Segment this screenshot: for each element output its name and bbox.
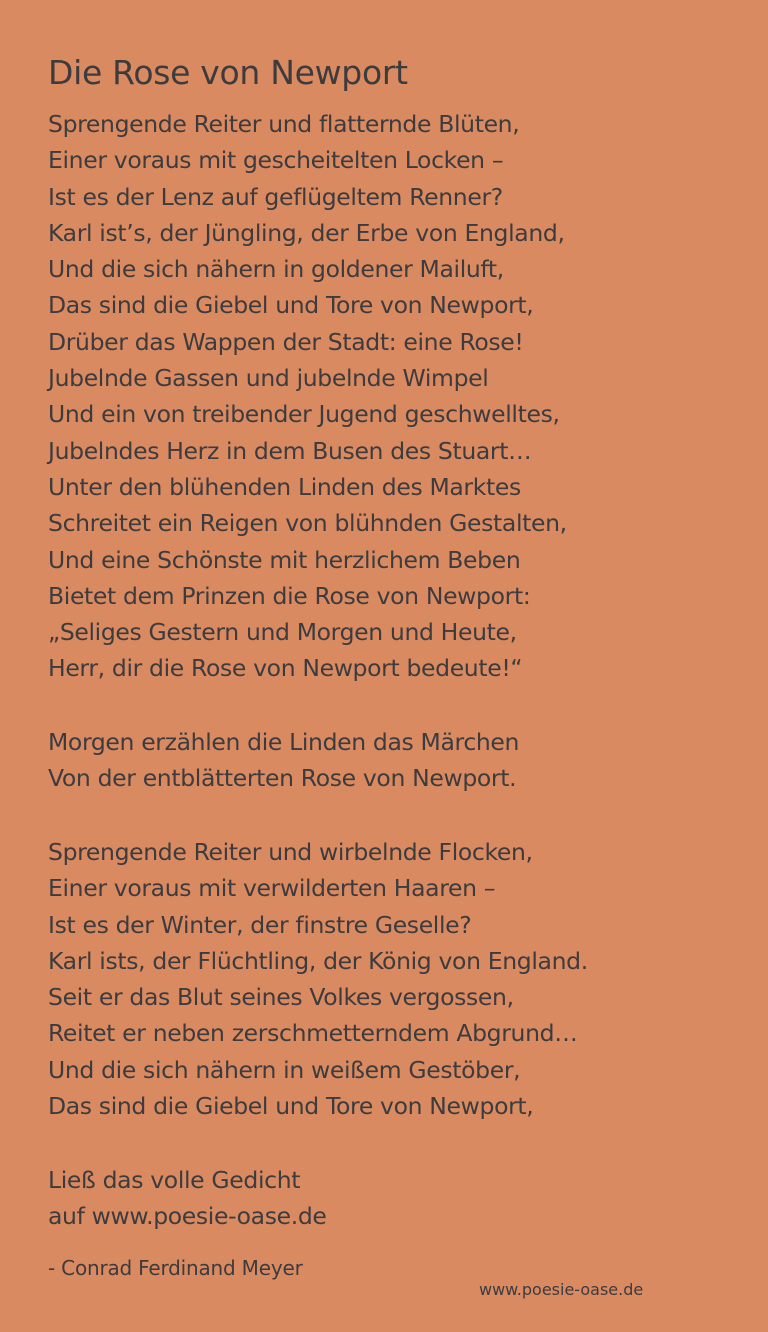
poem-line: Jubelndes Herz in dem Busen des Stuart… bbox=[48, 436, 532, 465]
read-more-line: Ließ das volle Gedicht bbox=[48, 1166, 301, 1194]
poem-line: Sprengende Reiter und flatternde Blüten, bbox=[48, 110, 520, 138]
poem-line: Schreitet ein Reigen von blühnden Gestalten, bbox=[48, 509, 567, 538]
poem-stanza-3 bbox=[48, 834, 588, 1124]
read-more-note bbox=[48, 1162, 327, 1235]
poem-line: Reitet er neben zerschmetterndem Abgrund… bbox=[48, 1019, 578, 1048]
poem-line: Sprengende Reiter und wirbelnde Flocken, bbox=[48, 838, 533, 866]
poem-line: Seit er das Blut seines Volkes vergossen, bbox=[48, 983, 514, 1012]
poem-line: Unter den blühenden Linden des Marktes bbox=[48, 472, 521, 501]
read-more-link-line: auf www.poesie-oase.de bbox=[48, 1202, 327, 1231]
poem-line: Ist es der Winter, der finstre Geselle? bbox=[48, 910, 472, 939]
poem-stanza-1 bbox=[48, 106, 567, 687]
poem-line: Bietet dem Prinzen die Rose von Newport: bbox=[48, 581, 531, 610]
poem-line: Ist es der Lenz auf geflügeltem Renner? bbox=[48, 182, 503, 211]
poem-line: Karl ists, der Flüchtling, der König von England. bbox=[48, 946, 588, 975]
poem-line: Einer voraus mit verwilderten Haaren – bbox=[48, 874, 496, 903]
poem-title: Die Rose von Newport bbox=[48, 53, 408, 92]
poem-line: Einer voraus mit gescheitelten Locken – bbox=[48, 146, 504, 175]
poem-line: Drüber das Wappen der Stadt: eine Rose! bbox=[48, 327, 524, 356]
poem-line: Das sind die Giebel und Tore von Newport, bbox=[48, 1092, 534, 1121]
poem-line: Jubelnde Gassen und jubelnde Wimpel bbox=[48, 364, 489, 393]
poem-line: Das sind die Giebel und Tore von Newport, bbox=[48, 291, 534, 320]
poem-line: Von der entblätterten Rose von Newport. bbox=[48, 764, 517, 793]
footer-website-url: www.poesie-oase.de bbox=[479, 1280, 644, 1299]
poem-line: Herr, dir die Rose von Newport bedeute!“ bbox=[48, 654, 523, 683]
poem-line: Und ein von treibender Jugend geschwelltes, bbox=[48, 400, 560, 429]
poem-line: Und die sich nähern in goldener Mailuft, bbox=[48, 255, 504, 284]
poem-line: Morgen erzählen die Linden das Märchen bbox=[48, 728, 520, 756]
poem-author: - Conrad Ferdinand Meyer bbox=[48, 1256, 303, 1280]
poem-line: Und eine Schönste mit herzlichem Beben bbox=[48, 545, 521, 574]
poem-line: Und die sich nähern in weißem Gestöber, bbox=[48, 1055, 521, 1084]
poem-stanza-2 bbox=[48, 724, 519, 797]
poem-line: Karl ist’s, der Jüngling, der Erbe von England, bbox=[48, 218, 565, 247]
poem-line: „Seliges Gestern und Morgen und Heute, bbox=[48, 618, 517, 647]
